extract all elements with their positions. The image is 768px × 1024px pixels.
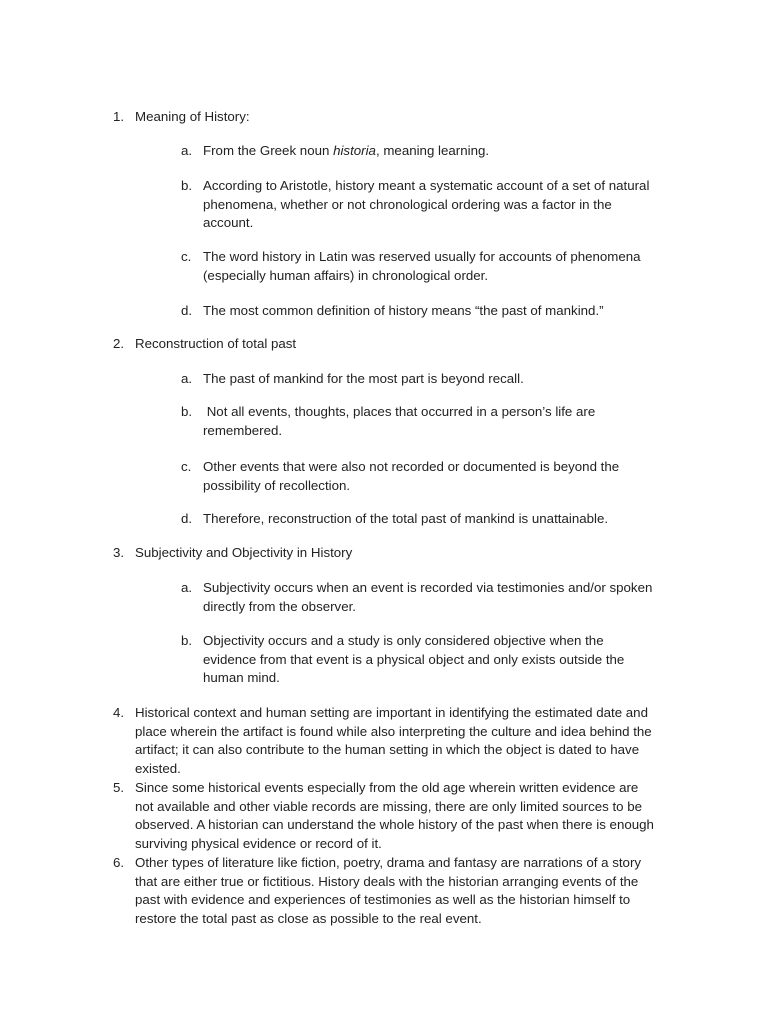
item-letter: b. — [181, 178, 193, 193]
item-text: directly from the observer. — [203, 598, 356, 614]
section-title: Meaning of History: — [135, 109, 250, 124]
paragraph-line: Since some historical events especially from the old age wherein written evidence are — [135, 780, 639, 795]
item-text: remembered. — [203, 422, 283, 438]
section-number: 5. — [113, 780, 125, 795]
item-text: The most common definition of history means “the past of mankind.” — [203, 303, 604, 318]
item-text: human mind. — [203, 670, 280, 686]
item-letter: b. — [181, 404, 193, 419]
item-letter: c. — [181, 459, 192, 474]
section-number: 3. — [113, 545, 125, 560]
paragraph-line: that are either true or fictitious. History deals with the historian arranging events of the — [135, 873, 639, 889]
item-text: Subjectivity occurs when an event is recorded via testimonies and/or spoken — [203, 580, 653, 595]
paragraph-line: not available and other viable records are missing, there are only limited sources to be — [135, 798, 643, 814]
section-number: 4. — [113, 705, 125, 720]
item-letter: a. — [181, 371, 193, 386]
paragraph-line: Other types of literature like fiction, poetry, drama and fantasy are narrations of a story — [135, 855, 642, 870]
item-text: The word history in Latin was reserved usually for accounts of phenomena — [203, 249, 641, 264]
section-title: Reconstruction of total past — [135, 336, 297, 351]
item-letter: b. — [181, 633, 193, 648]
paragraph-line: Historical context and human setting are important in identifying the estimated date and — [135, 705, 648, 720]
item-text: possibility of recollection. — [203, 477, 351, 493]
paragraph-line: existed. — [135, 761, 181, 777]
paragraph-line: surviving physical evidence or record of it. — [135, 836, 382, 852]
item-text: Not all events, thoughts, places that occurred in a person’s life are — [203, 404, 596, 419]
item-text: Other events that were also not recorded or documented is beyond the — [203, 459, 620, 474]
paragraph-line: past with evidence and experiences of testimonies as well as the historian himself to — [135, 892, 631, 908]
item-text: , meaning learning. — [375, 143, 490, 158]
paragraph-line: restore the total past as close as possible to the real event. — [135, 911, 482, 927]
item-text: Objectivity occurs and a study is only considered objective when the — [203, 633, 604, 648]
item-text: phenomena, whether or not chronological ordering was a factor in the — [203, 196, 612, 212]
item-text: Therefore, reconstruction of the total past of mankind is unattainable. — [203, 511, 609, 526]
item-letter: d. — [181, 511, 193, 526]
section-number: 1. — [113, 109, 125, 124]
section-title: Subjectivity and Objectivity in History — [135, 545, 353, 560]
item-text: (especially human affairs) in chronological order. — [203, 267, 489, 283]
item-text-italic: historia — [333, 143, 376, 158]
item-text: account. — [203, 215, 254, 231]
item-text: evidence from that event is a physical object and only exists outside the — [203, 651, 625, 667]
paragraph-line: observed. A historian can understand the whole history of the past when there is enough — [135, 817, 654, 833]
item-letter: a. — [181, 143, 193, 158]
item-text: The past of mankind for the most part is beyond recall. — [203, 371, 524, 386]
paragraph-line: place wherein the artifact is found while also interpreting the culture and idea behind the — [135, 723, 652, 739]
item-letter: c. — [181, 249, 192, 264]
item-text: From the Greek noun — [203, 143, 334, 158]
section-number: 6. — [113, 855, 125, 870]
item-letter: d. — [181, 303, 193, 318]
item-text: According to Aristotle, history meant a systematic account of a set of natural — [203, 178, 650, 193]
paragraph-line: artifact; it can also contribute to the human setting in which the object is dated to have — [135, 742, 640, 758]
section-number: 2. — [113, 336, 125, 351]
item-letter: a. — [181, 580, 193, 595]
